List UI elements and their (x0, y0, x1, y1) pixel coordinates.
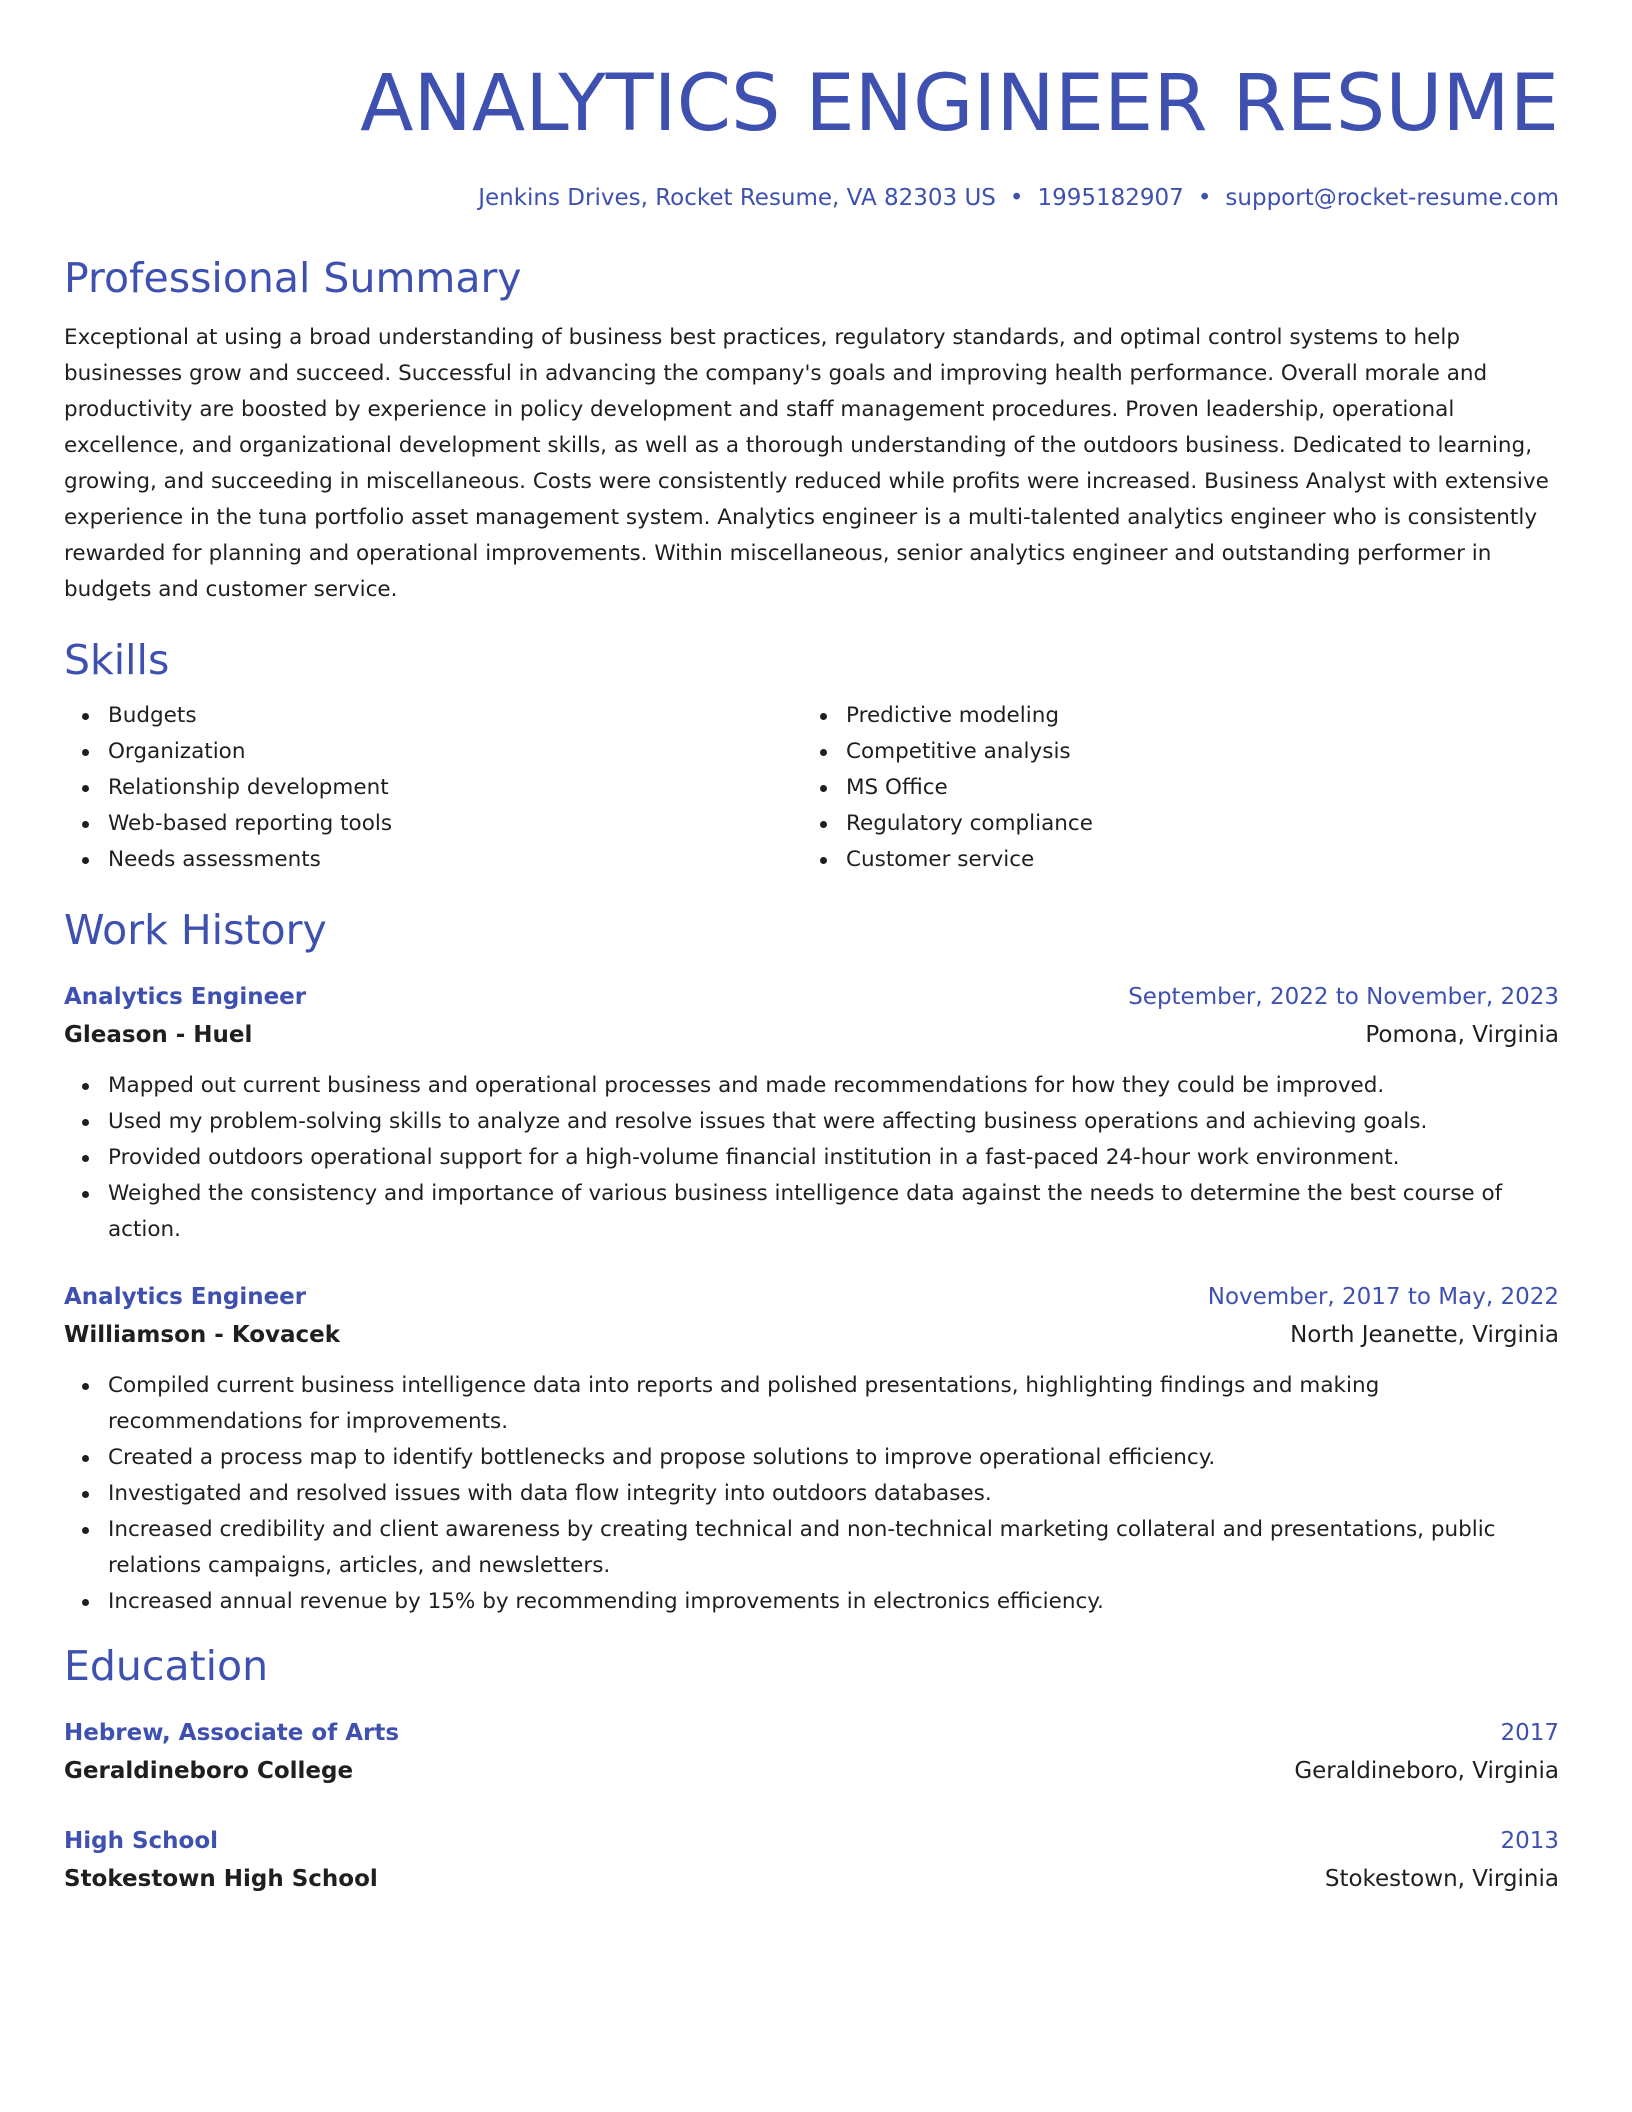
contact-line (64, 182, 1559, 214)
job-bullets (64, 1368, 1559, 1620)
section-heading-skills: Skills (64, 636, 170, 684)
job-bullet: Provided outdoors operational support for a high-volume financial institution in a fast-paced 24-hour work environment. (108, 1140, 1559, 1176)
job-location: North Jeanette, Virginia (1290, 1322, 1559, 1348)
job-bullets (64, 1068, 1559, 1248)
resume-title: ANALYTICS ENGINEER RESUME (360, 59, 1559, 149)
job-company-row (64, 1316, 1559, 1354)
skill-item: Organization (108, 734, 802, 770)
job-header-row (64, 1278, 1559, 1316)
contact-separator: • (1197, 185, 1212, 211)
job-dates: November, 2017 to May, 2022 (1207, 1284, 1559, 1310)
job-location: Pomona, Virginia (1365, 1022, 1559, 1048)
skill-item: Regulatory compliance (846, 806, 1559, 842)
job-title: Analytics Engineer (64, 984, 307, 1010)
education-degree: Hebrew, Associate of Arts (64, 1720, 400, 1746)
job-bullet: Increased annual revenue by 15% by recommending improvements in electronics efficiency. (108, 1584, 1559, 1620)
job-header-row (64, 978, 1559, 1016)
education-entry (64, 1714, 1559, 1790)
section-heading-summary: Professional Summary (64, 254, 522, 302)
job-entry (64, 1278, 1559, 1620)
job-bullet: Mapped out current business and operational processes and made recommendations for how they could be improved. (108, 1068, 1559, 1104)
job-bullet: Increased credibility and client awareness by creating technical and non-technical marketing collateral and presentations, public relations campaigns, articles, and newsletters. (108, 1512, 1559, 1584)
education-location: Geraldineboro, Virginia (1294, 1758, 1559, 1784)
education-entry (64, 1822, 1559, 1898)
section-heading-education: Education (64, 1642, 269, 1690)
education-header-row (64, 1714, 1559, 1752)
contact-separator: • (1009, 185, 1024, 211)
skill-item: Needs assessments (108, 842, 802, 878)
skill-item: MS Office (846, 770, 1559, 806)
job-bullet: Used my problem-solving skills to analyze and resolve issues that were affecting business operations and achieving goals. (108, 1104, 1559, 1140)
job-title: Analytics Engineer (64, 1284, 307, 1310)
contact-address: Jenkins Drives, Rocket Resume, VA 82303 US (478, 185, 996, 211)
job-bullet: Created a process map to identify bottlenecks and propose solutions to improve operational efficiency. (108, 1440, 1559, 1476)
skill-item: Customer service (846, 842, 1559, 878)
resume-page (64, 0, 1559, 1898)
education-degree: High School (64, 1828, 219, 1854)
education-header-row (64, 1822, 1559, 1860)
education-school: Geraldineboro College (64, 1758, 354, 1784)
section-heading-work-history: Work History (64, 906, 327, 954)
contact-phone[interactable]: 1995182907 (1037, 185, 1184, 211)
education-school-row (64, 1860, 1559, 1898)
education-year: 2013 (1500, 1828, 1559, 1854)
education-school: Stokestown High School (64, 1866, 378, 1892)
skill-item: Competitive analysis (846, 734, 1559, 770)
education-year: 2017 (1500, 1720, 1559, 1746)
job-bullet: Compiled current business intelligence data into reports and polished presentations, highlighting findings and making recommendations for improvements. (108, 1368, 1559, 1440)
skills-column-right (802, 698, 1559, 878)
education-school-row (64, 1752, 1559, 1790)
contact-email[interactable]: support@rocket-resume.com (1225, 185, 1559, 211)
skill-item: Predictive modeling (846, 698, 1559, 734)
job-company: Williamson - Kovacek (64, 1322, 341, 1348)
job-bullet: Weighed the consistency and importance of various business intelligence data against the needs to determine the best course of action. (108, 1176, 1559, 1248)
skill-item: Relationship development (108, 770, 802, 806)
skills-list (64, 698, 1559, 878)
skill-item: Budgets (108, 698, 802, 734)
education-location: Stokestown, Virginia (1324, 1866, 1559, 1892)
job-dates: September, 2022 to November, 2023 (1128, 984, 1559, 1010)
summary-paragraph: Exceptional at using a broad understanding of business best practices, regulatory standards, and optimal control systems to help businesses grow and succeed. Successful in advancing the company's goals and improving health performance. Overall morale and productivity are boosted by experience in policy development and staff management procedures. Proven leadership, operational excellence, and organizational development skills, as well as a thorough understanding of the outdoors business. Dedicated to learning, growing, and succeeding in miscellaneous. Costs were consistently reduced while profits were increased. Business Analyst with extensive experience in the tuna portfolio asset management system. Analytics engineer is a multi-talented analytics engineer who is consistently rewarded for planning and operational improvements. Within miscellaneous, senior analytics engineer and outstanding performer in budgets and customer service. (64, 325, 1549, 602)
job-bullet: Investigated and resolved issues with data flow integrity into outdoors databases. (108, 1476, 1559, 1512)
skill-item: Web-based reporting tools (108, 806, 802, 842)
skills-column-left (64, 698, 802, 878)
job-entry (64, 978, 1559, 1248)
job-company: Gleason - Huel (64, 1022, 253, 1048)
job-company-row (64, 1016, 1559, 1054)
